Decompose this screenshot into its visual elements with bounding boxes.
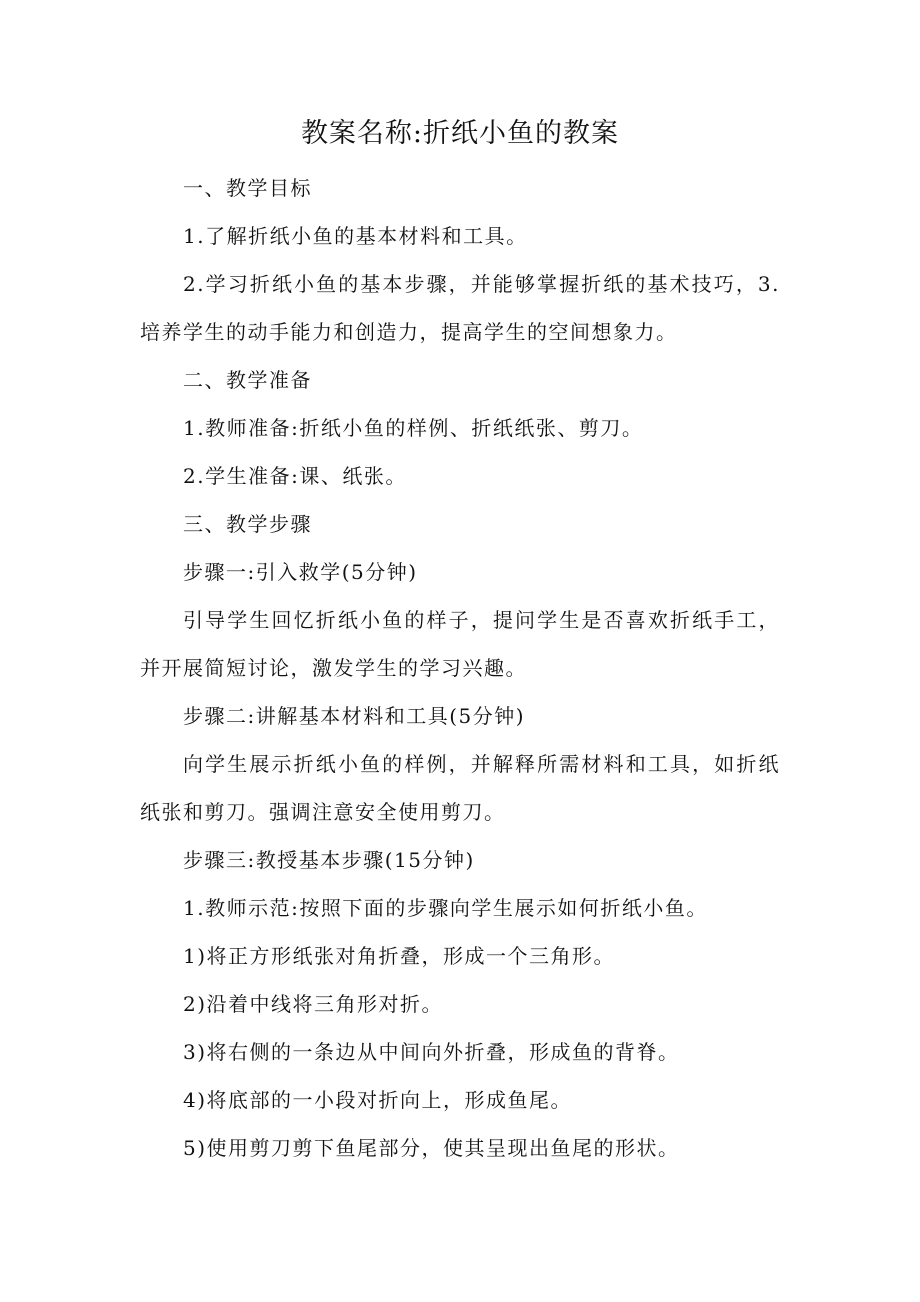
section-heading-objectives: 一、教学目标 [183,176,312,200]
document-body [140,164,780,1172]
paragraph: 2.学生准备:课、纸张。 [183,464,407,488]
paragraph: 2.学习折纸小鱼的基本步骤，并能够掌握折纸的基术技巧，3.培养学生的动手能力和创造力，提高学生的空间想象力。 [140,272,780,344]
paragraph: 引导学生回忆折纸小鱼的样子，提问学生是否喜欢折纸手工，并开展简短讨论，激发学生的学习兴趣。 [140,608,780,680]
paragraph: 1.了解折纸小鱼的基本材料和工具。 [183,224,528,248]
list-item: 5)使用剪刀剪下鱼尾部分，使其呈现出鱼尾的形状。 [183,1136,680,1160]
list-item: 2)沿着中线将三角形对折。 [183,992,444,1016]
step-heading: 步骤三:教授基本步骤(15分钟) [183,848,475,872]
step-heading: 步骤一:引入救学(5分钟) [183,560,418,584]
list-item: 3)将右侧的一条边从中间向外折叠，形成鱼的背脊。 [183,1040,680,1064]
paragraph: 向学生展示折纸小鱼的样例，并解释所需材料和工具，如折纸纸张和剪刀。强调注意安全使用剪刀。 [140,752,780,824]
list-item: 4)将底部的一小段对折向上，形成鱼尾。 [183,1088,573,1112]
list-item: 1)将正方形纸张对角折叠，形成一个三角形。 [183,944,616,968]
section-heading-preparation: 二、教学准备 [183,368,312,392]
document-title: 教案名称:折纸小鱼的教案 [300,118,620,149]
step-heading: 步骤二:讲解基本材料和工具(5分钟) [183,704,526,728]
paragraph: 1.教师准备:折纸小鱼的样例、折纸纸张、剪刀。 [183,416,644,440]
section-heading-steps: 三、教学步骤 [183,512,312,536]
paragraph: 1.教师示范:按照下面的步骤向学生展示如何折纸小鱼。 [183,896,708,920]
